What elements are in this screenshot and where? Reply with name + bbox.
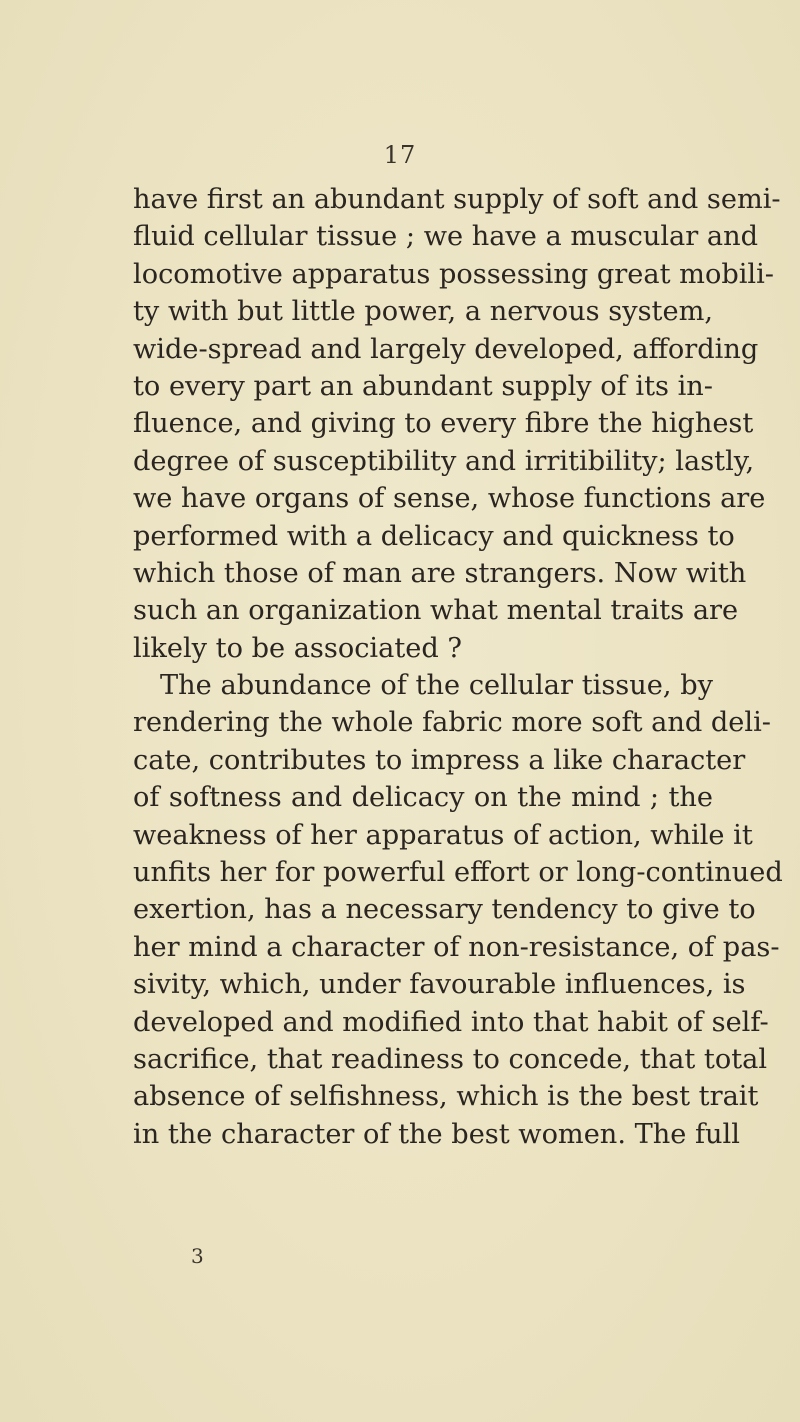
text-line: her mind a character of non-resistance, of pas- (133, 931, 780, 963)
text-line: in the character of the best women. The full (133, 1118, 740, 1150)
text-line: which those of man are strangers. Now with (133, 557, 747, 589)
text-line: of softness and delicacy on the mind ; the (133, 782, 713, 814)
text-line: ty with but little power, a nervous system, (133, 296, 713, 328)
text-line: exertion, has a necessary tendency to give to (133, 894, 756, 926)
page-number: 17 (383, 141, 417, 169)
text-line: weakness of her apparatus of action, while it (133, 819, 753, 851)
text-line: sivity, which, under favourable influences, is (133, 969, 746, 1001)
text-line: degree of susceptibility and irritibility; lastly, (133, 445, 755, 477)
signature-mark: 3 (191, 1244, 204, 1268)
text-line: sacrifice, that readiness to concede, that total (133, 1043, 768, 1075)
text-line: wide-spread and largely developed, affording (133, 333, 759, 365)
text-line: performed with a delicacy and quickness to (133, 520, 735, 552)
text-line: fluence, and giving to every fibre the highest (133, 408, 754, 440)
text-line: to every part an abundant supply of its in- (133, 370, 713, 402)
text-line: fluid cellular tissue ; we have a muscular and (133, 221, 759, 253)
text-line: we have organs of sense, whose functions are (133, 483, 766, 515)
text-line: absence of selfishness, which is the best trait (133, 1081, 759, 1113)
text-line: unfits her for powerful effort or long-continued (133, 857, 783, 889)
body-text (133, 181, 783, 1153)
text-line: likely to be associated ? (133, 632, 462, 664)
text-line: cate, contributes to impress a like character (133, 744, 746, 776)
paragraph-start-line: The abundance of the cellular tissue, by (160, 670, 713, 702)
text-line: have first an abundant supply of soft and semi- (133, 184, 781, 215)
text-line: such an organization what mental traits are (133, 595, 739, 627)
text-line: developed and modified into that habit of self- (133, 1006, 769, 1038)
text-line: rendering the whole fabric more soft and deli- (133, 707, 771, 739)
text-line: locomotive apparatus possessing great mobili- (133, 258, 774, 290)
